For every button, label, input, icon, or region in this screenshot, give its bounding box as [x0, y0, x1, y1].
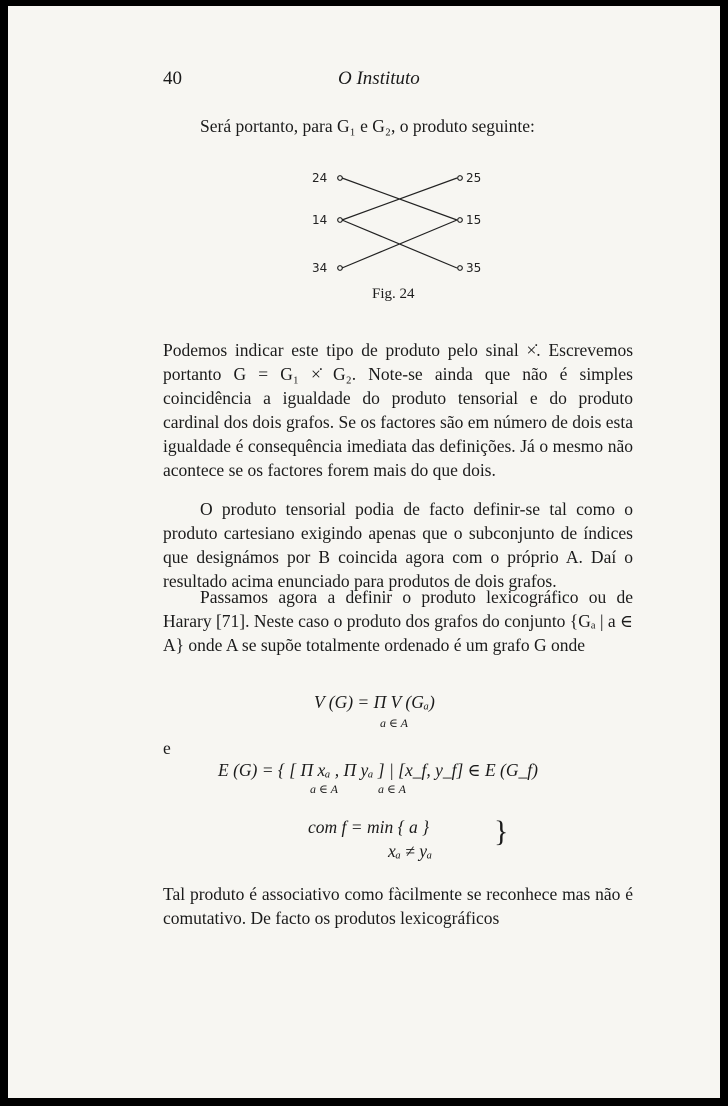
equation-condition: com f = min { a }	[308, 817, 430, 837]
intro-sentence: Será portanto, para G₁ e G₂, o produto seguinte:	[200, 116, 535, 136]
label-35: 35	[466, 261, 482, 275]
label-34: 34	[312, 261, 328, 275]
equation-edges-index-1: a ∈ A	[310, 782, 338, 796]
node-34	[338, 266, 343, 271]
equation-condition-sub: xₐ ≠ yₐ	[388, 841, 433, 861]
figure-24-graph	[300, 160, 500, 290]
closing-brace: }	[494, 815, 509, 848]
equation-vertices: V (G) = Π V (Gₐ)	[314, 692, 435, 712]
node-14	[338, 218, 343, 223]
page-number: 40	[163, 68, 182, 89]
label-25: 25	[466, 171, 482, 185]
equation-edges: E (G) = { [ Π xₐ , Π yₐ ] | [x_f, y_f] ∈ E (G_f)	[218, 760, 538, 780]
node-15	[458, 218, 463, 223]
paragraph-2: O produto tensorial podia de facto definir-se tal como o produto cartesiano exigindo apenas que o subconjunto de índices que designámos por B coincida agora com o próprio A. Daí o resultado acima enunciado para produtos de dois grafos.	[163, 499, 633, 591]
equation-vertices-index: a ∈ A	[380, 716, 408, 730]
paragraph-3: Passamos agora a definir o produto lexicográfico ou de Harary [71]. Neste caso o produto dos grafos do conjunto {Gₐ | a ∈ A} onde A se supõe totalmente ordenado é um grafo G onde	[163, 587, 633, 655]
conjunction-e: e	[163, 738, 171, 758]
node-24	[338, 176, 343, 181]
paragraph-4: Tal produto é associativo como fàcilmente se reconhece mas não é comutativo. De facto os produtos lexicográficos	[163, 884, 633, 928]
node-25	[458, 176, 463, 181]
label-24: 24	[312, 171, 328, 185]
equation-edges-index-2: a ∈ A	[378, 782, 406, 796]
figure-caption: Fig. 24	[372, 286, 415, 302]
label-15: 15	[466, 213, 482, 227]
paragraph-1: Podemos indicar este tipo de produto pelo sinal ×̇. Escrevemos portanto G = G₁ ×̇ G₂. Note-se ainda que não é simples coincidência a igualdade do produto tensorial e do produto cardinal dos dois grafos. Se os factores são em número de dois esta igualdade é consequência imediata das definições. Já o mesmo não acontece se os factores forem mais do que dois.	[163, 340, 633, 480]
label-14: 14	[312, 213, 328, 227]
node-35	[458, 266, 463, 271]
running-title: O Instituto	[338, 68, 420, 89]
